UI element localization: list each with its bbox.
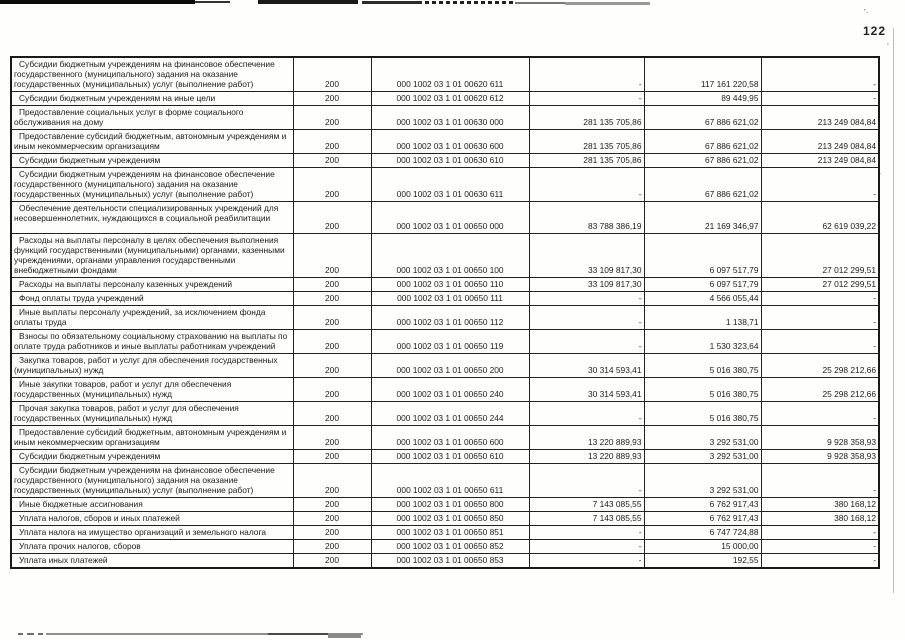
row-classification-code: 000 1002 03 1 01 00650 112 — [371, 306, 529, 330]
row-amount-1: 13 220 889,93 — [529, 450, 644, 464]
row-amount-2: 6 097 517,79 — [644, 234, 761, 278]
row-classification-code: 000 1002 03 1 01 00650 110 — [371, 278, 529, 292]
row-label: Субсидии бюджетным учреждениям — [11, 450, 293, 464]
row-kvr: 200 — [293, 554, 371, 569]
table-row — [11, 512, 879, 526]
row-kvr: 200 — [293, 450, 371, 464]
row-label: Расходы на выплаты персоналу в целях обеспечения выполнения функций государственными (муниципальными) органами, казенными учреждениями, органами управления государственными внебюджетными фондами — [11, 234, 293, 278]
table-row — [11, 168, 879, 202]
scan-artifact-top-edge — [0, 0, 660, 6]
row-classification-code: 000 1002 03 1 01 00650 610 — [371, 450, 529, 464]
row-amount-1: 30 314 593,41 — [529, 354, 644, 378]
row-amount-1: - — [529, 306, 644, 330]
row-kvr: 200 — [293, 292, 371, 306]
page-number: 122 — [862, 24, 886, 38]
row-classification-code: 000 1002 03 1 01 00650 200 — [371, 354, 529, 378]
row-amount-1: 7 143 085,55 — [529, 498, 644, 512]
row-label: Субсидии бюджетным учреждениям на финансовое обеспечение государственного (муниципального) задания на оказание государственных (муниципальных) услуг (выполнение работ) — [11, 168, 293, 202]
table-row — [11, 402, 879, 426]
row-amount-2: 5 016 380,75 — [644, 354, 761, 378]
row-amount-3: - — [761, 330, 879, 354]
row-classification-code: 000 1002 03 1 01 00630 000 — [371, 106, 529, 130]
row-classification-code: 000 1002 03 1 01 00620 611 — [371, 57, 529, 92]
row-amount-1: 281 135 705,86 — [529, 154, 644, 168]
scan-speck: ’· — [864, 8, 869, 17]
row-amount-1: - — [529, 168, 644, 202]
row-kvr: 200 — [293, 540, 371, 554]
row-label: Уплата налога на имущество организаций и земельного налога — [11, 526, 293, 540]
row-kvr: 200 — [293, 498, 371, 512]
row-amount-2: 117 161 220,58 — [644, 57, 761, 92]
row-classification-code: 000 1002 03 1 01 00630 600 — [371, 130, 529, 154]
row-amount-3: 9 928 358,93 — [761, 450, 879, 464]
row-label: Субсидии бюджетным учреждениям на иные цели — [11, 92, 293, 106]
row-amount-3: 9 928 358,93 — [761, 426, 879, 450]
row-amount-2: 6 747 724,88 — [644, 526, 761, 540]
row-label: Уплата иных платежей — [11, 554, 293, 569]
row-classification-code: 000 1002 03 1 01 00650 851 — [371, 526, 529, 540]
row-label: Иные бюджетные ассигнования — [11, 498, 293, 512]
row-amount-1: - — [529, 540, 644, 554]
row-amount-2: 5 016 380,75 — [644, 378, 761, 402]
row-amount-3: 380 168,12 — [761, 512, 879, 526]
table-row — [11, 234, 879, 278]
row-kvr: 200 — [293, 106, 371, 130]
row-amount-2: 6 097 517,79 — [644, 278, 761, 292]
row-kvr: 200 — [293, 512, 371, 526]
row-kvr: 200 — [293, 402, 371, 426]
row-amount-3: 27 012 299,51 — [761, 278, 879, 292]
row-kvr: 200 — [293, 354, 371, 378]
row-amount-1: - — [529, 526, 644, 540]
row-amount-2: 6 762 917,43 — [644, 512, 761, 526]
row-amount-3: - — [761, 92, 879, 106]
table-row — [11, 106, 879, 130]
row-amount-2: 3 292 531,00 — [644, 426, 761, 450]
row-amount-3: - — [761, 526, 879, 540]
row-kvr: 200 — [293, 130, 371, 154]
row-kvr: 200 — [293, 154, 371, 168]
row-classification-code: 000 1002 03 1 01 00650 100 — [371, 234, 529, 278]
row-label: Закупка товаров, работ и услуг для обеспечения государственных (муниципальных) нужд — [11, 354, 293, 378]
row-kvr: 200 — [293, 202, 371, 234]
row-label: Прочая закупка товаров, работ и услуг для обеспечения государственных (муниципальных) нужд — [11, 402, 293, 426]
row-amount-3: 380 168,12 — [761, 498, 879, 512]
scan-artifact-bottom-line — [18, 632, 363, 638]
row-kvr: 200 — [293, 168, 371, 202]
row-amount-1: - — [529, 92, 644, 106]
row-label: Иные закупки товаров, работ и услуг для обеспечения государственных (муниципальных) нужд — [11, 378, 293, 402]
scan-speck: ’ — [887, 42, 889, 51]
row-amount-1: 7 143 085,55 — [529, 512, 644, 526]
row-amount-1: - — [529, 57, 644, 92]
row-amount-2: 5 016 380,75 — [644, 402, 761, 426]
row-amount-2: 89 449,95 — [644, 92, 761, 106]
row-kvr: 200 — [293, 464, 371, 498]
row-amount-2: 67 886 621,02 — [644, 130, 761, 154]
row-label: Субсидии бюджетным учреждениям — [11, 154, 293, 168]
row-amount-2: 6 762 917,43 — [644, 498, 761, 512]
row-amount-1: 281 135 705,86 — [529, 130, 644, 154]
row-label: Фонд оплаты труда учреждений — [11, 292, 293, 306]
row-classification-code: 000 1002 03 1 01 00650 853 — [371, 554, 529, 569]
row-kvr: 200 — [293, 306, 371, 330]
row-amount-3: - — [761, 292, 879, 306]
row-amount-1: 33 109 817,30 — [529, 278, 644, 292]
row-amount-3: 27 012 299,51 — [761, 234, 879, 278]
row-amount-2: 3 292 531,00 — [644, 464, 761, 498]
row-classification-code: 000 1002 03 1 01 00650 852 — [371, 540, 529, 554]
row-kvr: 200 — [293, 57, 371, 92]
row-amount-1: 83 788 386,19 — [529, 202, 644, 234]
row-kvr: 200 — [293, 234, 371, 278]
row-kvr: 200 — [293, 278, 371, 292]
table-row — [11, 292, 879, 306]
row-amount-3: - — [761, 554, 879, 569]
row-classification-code: 000 1002 03 1 01 00650 000 — [371, 202, 529, 234]
row-amount-1: - — [529, 292, 644, 306]
row-amount-3: 213 249 084,84 — [761, 130, 879, 154]
row-kvr: 200 — [293, 526, 371, 540]
row-classification-code: 000 1002 03 1 01 00630 611 — [371, 168, 529, 202]
row-label: Расходы на выплаты персоналу казенных учреждений — [11, 278, 293, 292]
row-classification-code: 000 1002 03 1 01 00650 240 — [371, 378, 529, 402]
table-row — [11, 154, 879, 168]
row-label: Субсидии бюджетным учреждениям на финансовое обеспечение государственного (муниципального) задания на оказание государственных (муниципальных) услуг (выполнение работ) — [11, 57, 293, 92]
row-amount-1: 281 135 705,86 — [529, 106, 644, 130]
table-row — [11, 464, 879, 498]
table-row — [11, 306, 879, 330]
row-label: Уплата прочих налогов, сборов — [11, 540, 293, 554]
scan-artifact-right-line — [893, 28, 894, 593]
row-amount-1: - — [529, 464, 644, 498]
row-amount-3: 25 298 212,66 — [761, 354, 879, 378]
row-amount-1: - — [529, 330, 644, 354]
row-amount-2: 1 138,71 — [644, 306, 761, 330]
table-row — [11, 378, 879, 402]
table-row — [11, 554, 879, 569]
table-row — [11, 130, 879, 154]
row-label: Предоставление субсидий бюджетным, автономным учреждениям и иным некоммерческим организациям — [11, 130, 293, 154]
row-amount-1: - — [529, 402, 644, 426]
row-amount-2: 4 566 055,44 — [644, 292, 761, 306]
table-row — [11, 57, 879, 92]
row-classification-code: 000 1002 03 1 01 00650 244 — [371, 402, 529, 426]
table-row — [11, 498, 879, 512]
row-classification-code: 000 1002 03 1 01 00650 611 — [371, 464, 529, 498]
row-amount-2: 15 000,00 — [644, 540, 761, 554]
row-kvr: 200 — [293, 92, 371, 106]
row-kvr: 200 — [293, 426, 371, 450]
table-row — [11, 426, 879, 450]
table-row — [11, 202, 879, 234]
row-amount-2: 192,55 — [644, 554, 761, 569]
row-amount-3: 213 249 084,84 — [761, 154, 879, 168]
row-label: Субсидии бюджетным учреждениям на финансовое обеспечение государственного (муниципального) задания на оказание государственных (муниципальных) услуг (выполнение работ) — [11, 464, 293, 498]
table-row — [11, 526, 879, 540]
row-label: Взносы по обязательному социальному страхованию на выплаты по оплате труда работников и иные выплаты работникам учреждений — [11, 330, 293, 354]
row-amount-2: 67 886 621,02 — [644, 154, 761, 168]
row-label: Иные выплаты персоналу учреждений, за исключением фонда оплаты труда — [11, 306, 293, 330]
row-classification-code: 000 1002 03 1 01 00630 610 — [371, 154, 529, 168]
table-row — [11, 354, 879, 378]
row-amount-1: 13 220 889,93 — [529, 426, 644, 450]
row-amount-2: 21 169 346,97 — [644, 202, 761, 234]
row-classification-code: 000 1002 03 1 01 00650 119 — [371, 330, 529, 354]
row-label: Предоставление субсидий бюджетным, автономным учреждениям и иным некоммерческим организациям — [11, 426, 293, 450]
row-amount-3: - — [761, 464, 879, 498]
budget-expenditures-table — [10, 56, 880, 569]
row-amount-1: 30 314 593,41 — [529, 378, 644, 402]
row-amount-1: - — [529, 554, 644, 569]
row-amount-1: 33 109 817,30 — [529, 234, 644, 278]
row-classification-code: 000 1002 03 1 01 00650 111 — [371, 292, 529, 306]
row-amount-2: 67 886 621,02 — [644, 168, 761, 202]
row-label: Предоставление социальных услуг в форме социального обслуживания на дому — [11, 106, 293, 130]
row-label: Уплата налогов, сборов и иных платежей — [11, 512, 293, 526]
table-row — [11, 278, 879, 292]
row-amount-3: 25 298 212,66 — [761, 378, 879, 402]
table-row — [11, 450, 879, 464]
table-row — [11, 540, 879, 554]
row-amount-2: 67 886 621,02 — [644, 106, 761, 130]
row-kvr: 200 — [293, 330, 371, 354]
scan-speck: ’ — [879, 172, 881, 181]
row-amount-3: - — [761, 57, 879, 92]
row-amount-3: - — [761, 306, 879, 330]
row-amount-3: - — [761, 540, 879, 554]
row-amount-3: - — [761, 402, 879, 426]
row-classification-code: 000 1002 03 1 01 00620 612 — [371, 92, 529, 106]
row-label: Обеспечение деятельности специализированных учреждений для несовершеннолетних, нуждающихся в социальной реабилитации — [11, 202, 293, 234]
row-classification-code: 000 1002 03 1 01 00650 600 — [371, 426, 529, 450]
table-row — [11, 330, 879, 354]
row-classification-code: 000 1002 03 1 01 00650 800 — [371, 498, 529, 512]
row-amount-3: - — [761, 168, 879, 202]
row-classification-code: 000 1002 03 1 01 00650 850 — [371, 512, 529, 526]
row-amount-3: 213 249 084,84 — [761, 106, 879, 130]
row-amount-2: 1 530 323,64 — [644, 330, 761, 354]
table-row — [11, 92, 879, 106]
row-amount-2: 3 292 531,00 — [644, 450, 761, 464]
row-kvr: 200 — [293, 378, 371, 402]
row-amount-3: 62 619 039,22 — [761, 202, 879, 234]
